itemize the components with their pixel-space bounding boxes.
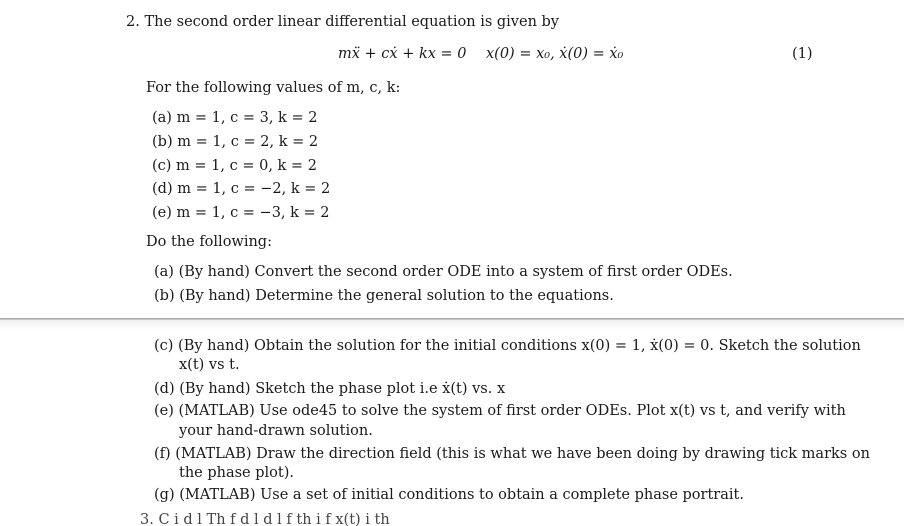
task-item: (g) (MATLAB) Use a set of initial conditions to obtain a complete phase portrait. [154,487,744,503]
initial-conditions: x(0) = x₀, ẋ(0) = ẋ₀ [486,46,624,62]
problem-statement: 2. The second order linear differential equation is given by [126,14,559,30]
case-item: (c) m = 1, c = 0, k = 2 [152,158,317,174]
task-item: (a) (By hand) Convert the second order ODE into a system of first order ODEs. [154,264,733,280]
case-item: (a) m = 1, c = 3, k = 2 [152,110,318,126]
task-item: (f) (MATLAB) Draw the direction field (this is what we have been doing by drawing tick marks on [154,446,870,462]
task-item: (b) (By hand) Determine the general solution to the equations. [154,288,614,304]
case-item: (e) m = 1, c = −3, k = 2 [152,205,330,221]
task-item: (e) (MATLAB) Use ode45 to solve the system of first order ODEs. Plot x(t) vs t, and verify with [154,403,846,419]
task-item-continuation: the phase plot). [179,465,294,481]
case-item: (d) m = 1, c = −2, k = 2 [152,181,331,197]
task-item-continuation: x(t) vs t. [179,357,240,373]
task-item: (d) (By hand) Sketch the phase plot i.e ẋ(t) vs. x [154,381,506,397]
equation: mẍ + cẋ + kx = 0 [338,46,467,62]
cut-off-text: 3. C i d l Th f d l d l f th i f x(t) i th [140,512,390,526]
values-intro: For the following values of m, c, k: [146,80,401,96]
case-item: (b) m = 1, c = 2, k = 2 [152,134,319,150]
task-item: (c) (By hand) Obtain the solution for the initial conditions x(0) = 1, ẋ(0) = 0. Sketch the solution [154,338,861,354]
task-item-continuation: your hand-drawn solution. [179,423,373,439]
tasks-intro: Do the following: [146,234,272,250]
equation-number: (1) [792,46,813,62]
page-divider-shadow [0,320,904,330]
